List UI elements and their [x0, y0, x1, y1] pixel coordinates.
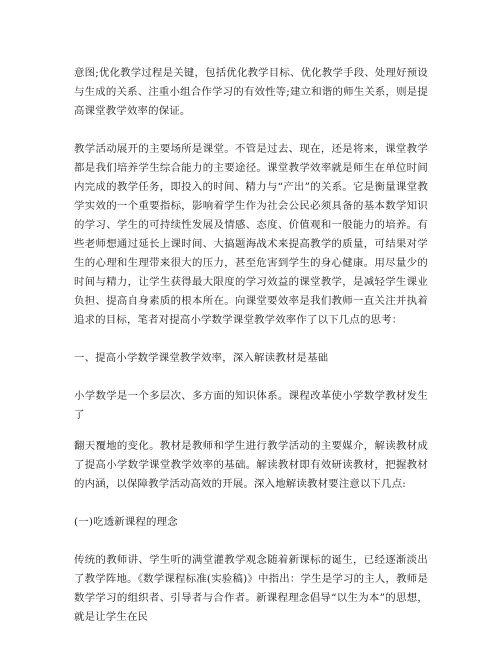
paragraph-3: 小学数学是一个多层次、多方面的知识体系。课程改革使小学数学教材发生了 [74, 390, 428, 421]
subsection-heading-1: (一)吃透新课程的理念 [74, 516, 178, 528]
paragraph-4: 翻天覆地的变化。教材是教师和学生进行教学活动的主要媒介，解读教材成了提高小学数学课堂教学效率的基础。解读教材即有效研读教材，把握教材的内涵，以保障教学活动高效的开展。深入地解读教材要注意以下几点: [74, 440, 428, 490]
paragraph-5: 传统的教师讲、学生听的满堂灌教学观念随着新课标的诞生，已经逐渐淡出了教学阵地。《数学课程标准(实验稿)》中指出：学生是学习的主人，教师是数学学习的组织者、引导者与合作者。新课程理念倡导“以生为本”的思想，就是让学生在民 [74, 554, 428, 623]
paragraph-1: 意图;优化教学过程是关键，包括优化教学目标、优化教学手段、处理好预设与生成的关系、注重小组合作学习的有效性等;建立和谐的师生关系，则是提高课堂教学效率的保证。 [74, 67, 428, 117]
paragraph-2: 教学活动展开的主要场所是课堂。不管是过去、现在，还是将来，课堂教学都是我们培养学生综合能力的主要途径。课堂教学效率就是师生在单位时间内完成的教学任务，即投入的时间、精力与“产出”的关系。它是衡量课堂教学实效的一个重要指标，影响着学生作为社会公民必须具备的基本数学知识的学习、学生的可持续性发展及情感、态度、价值观和一般能力的培养。有些老师想通过延长上课时间、大搞题海战术来提高教学的质量，可结果对学生的心理和生理带来很大的压力，甚至危害到学生的身心健康。用尽量少的时间与精力，让学生获得最大限度的学习效益的课堂教学，是减轻学生课业负担、提高自身素质的根本所在。向课堂要效率是我们教师一直关注并执着追求的目标，笔者对提高小学数学课堂教学效率作了以下几点的思考： [74, 143, 428, 326]
section-heading-1: 一、提高小学数学课堂教学效率，深入解读教材是基础 [74, 352, 329, 364]
